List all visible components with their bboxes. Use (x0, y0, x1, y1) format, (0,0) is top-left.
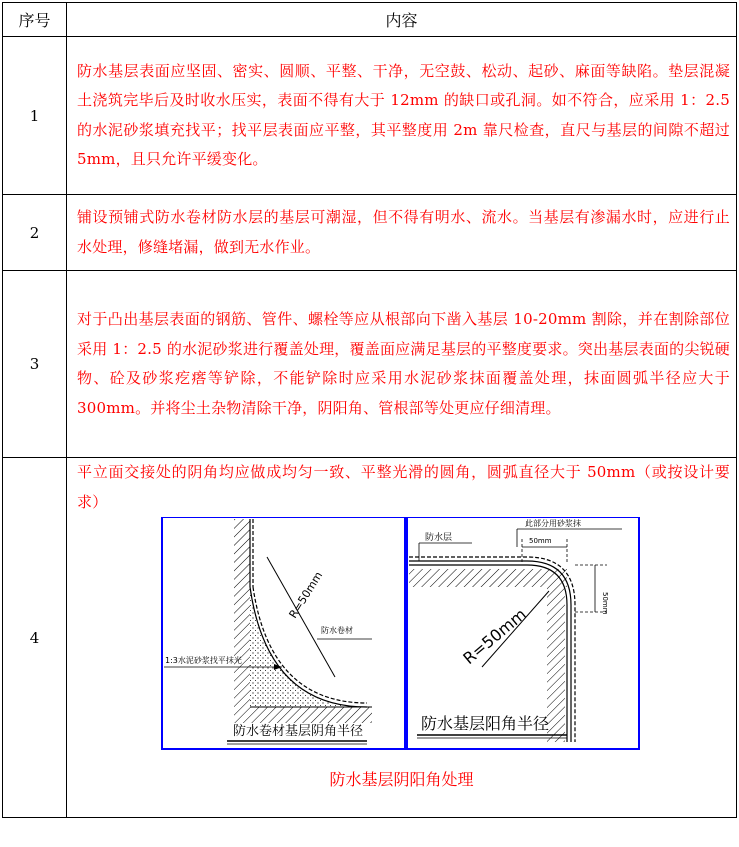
right-layer-label: 防水层 (425, 533, 453, 543)
header-content: 内容 (67, 3, 737, 37)
row-figure-cell (67, 458, 737, 818)
table-row (3, 271, 737, 458)
corner-diagram (67, 517, 737, 847)
right-dim-v: 50mm (601, 592, 609, 615)
table-row (3, 37, 737, 195)
row-number: 4 (3, 458, 67, 818)
floor-hatch (234, 707, 372, 723)
row-text: 铺设预铺式防水卷材防水层的基层可潮湿，但不得有明水、流水。当基层有渗漏水时，应进行止水处理，修缝堵漏，做到无水作业。 (67, 195, 737, 271)
row-text: 对于凸出基层表面的钢筋、管件、螺栓等应从根部向下凿入基层 10-20mm 割除，并在割除部位采用 1：2.5 的水泥砂浆进行覆盖处理，覆盖面应满足基层的平整度要求。突出基层表面的尖锐硬物、砼及砂浆疙瘩等铲除，不能铲除时应采用水泥砂浆抹面覆盖处理，抹面圆弧半径应大于 300mm。并将尘土杂物清除干净，阴阳角、管根部等处更应仔细清理。 (67, 271, 737, 458)
row-number: 3 (3, 271, 67, 458)
figure-area (67, 517, 736, 815)
table-header-row (3, 3, 737, 37)
header-no: 序号 (3, 3, 67, 37)
left-mortar-label: 1:3水泥砂浆找平抹光 (165, 656, 242, 665)
row-text: 防水基层表面应坚固、密实、圆顺、平整、干净，无空鼓、松动、起砂、麻面等缺陷。垫层混凝土浇筑完毕后及时收水压实，表面不得有大于 12mm 的缺口或孔洞。如不符合，应采用 1：2.5 的水泥砂浆填充找平；找平层表面应平整，其平整度用 2m 靠尺检查，直尺与基层的间隙不超过 5mm，且只允许平缓变化。 (67, 37, 737, 195)
figure-caption: 防水基层阴阳角处理 (329, 770, 474, 789)
left-title: 防水卷材基层阴角半径 (233, 724, 364, 739)
row-text: 平立面交接处的阴角均应做成均匀一致、平整光滑的圆角，圆弧直径大于 50mm（或按设计要求） (77, 463, 730, 511)
right-title: 防水基层阳角半径 (421, 714, 550, 733)
row-number: 2 (3, 195, 67, 271)
wall-hatch (234, 519, 250, 707)
left-membrane-label: 防水卷材 (321, 626, 353, 635)
left-panel (162, 517, 405, 749)
right-radius-label: R=50mm (459, 604, 530, 669)
right-mortar-label: 此部分用砂浆抹 (525, 519, 581, 528)
row-number: 1 (3, 37, 67, 195)
content-table (2, 2, 737, 818)
slab-hatch (409, 569, 567, 587)
table-row (3, 458, 737, 818)
right-panel (407, 517, 639, 749)
left-radius-label: R=50mm (286, 569, 326, 621)
right-dim-h: 50mm (529, 537, 552, 545)
wall-hatch-right (547, 587, 565, 742)
table-row (3, 195, 737, 271)
